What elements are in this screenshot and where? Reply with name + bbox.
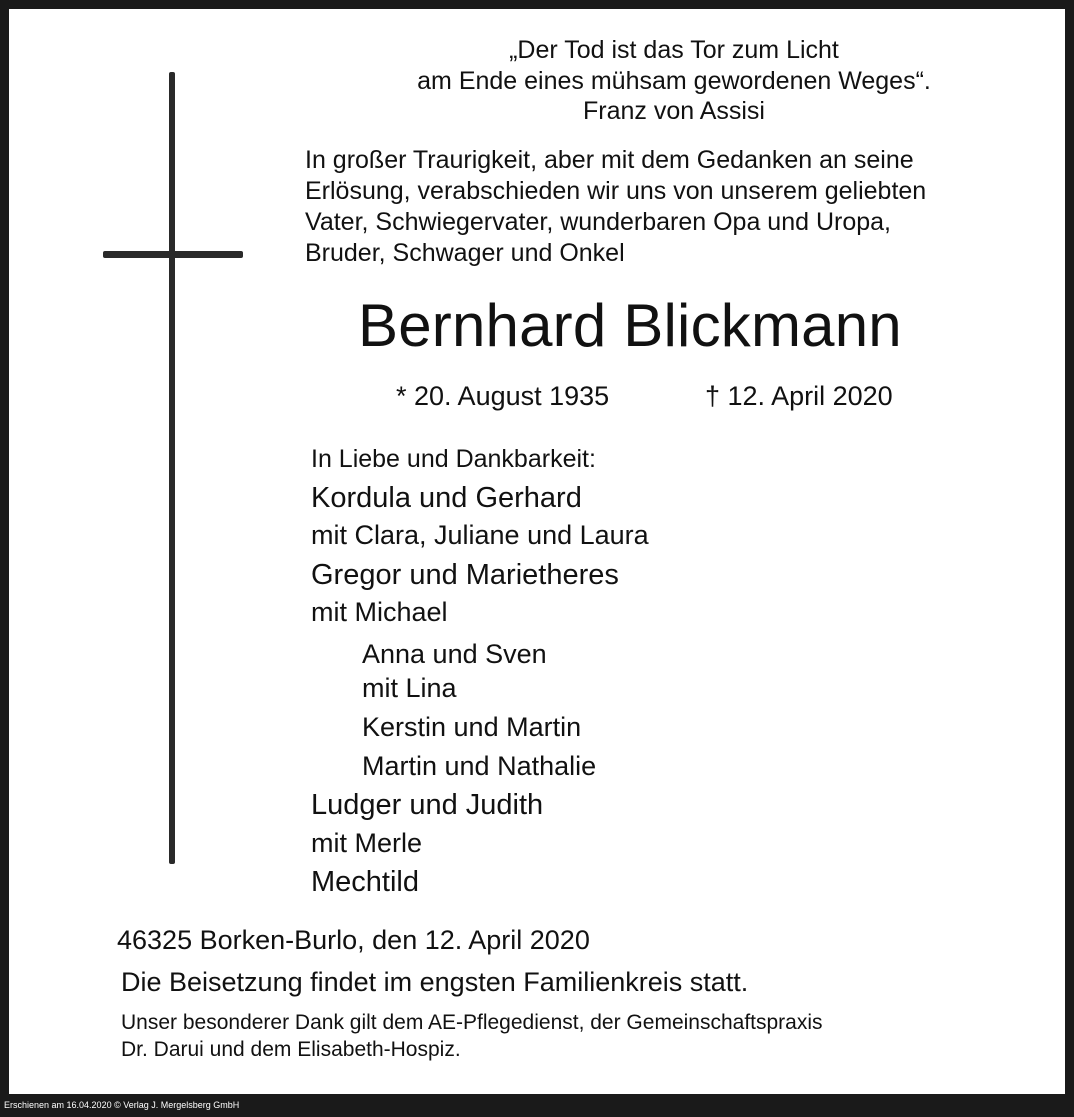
deceased-name: Bernhard Blickmann [358, 292, 902, 359]
mourner-grandchild: Martin und Nathalie [362, 751, 597, 781]
mourner-grandchild: Anna und Sven [362, 639, 547, 669]
cross-vertical-bar [169, 72, 175, 864]
quote-line-1: „Der Tod ist das Tor zum Licht [509, 36, 839, 64]
intro-line: Vater, Schwiegervater, wunderbaren Opa und Uropa, [305, 208, 891, 236]
mourner-family-sub: mit Clara, Juliane und Laura [311, 520, 649, 550]
quote-line-2: am Ende eines mühsam gewordenen Weges“. [417, 67, 931, 95]
place-and-date: 46325 Borken-Burlo, den 12. April 2020 [117, 925, 590, 955]
mourner-family-sub: mit Merle [311, 828, 423, 858]
thanks-line: Dr. Darui und dem Elisabeth-Hospiz. [121, 1038, 461, 1061]
publication-note: Erschienen am 16.04.2020 © Verlag J. Mergelsberg GmbH [4, 1100, 240, 1110]
mourner-family: Gregor und Marietheres [311, 559, 619, 591]
intro-line: Erlösung, verabschieden wir uns von unserem geliebten [305, 177, 927, 205]
birth-date: * 20. August 1935 [396, 381, 610, 411]
mourner-family: Mechtild [311, 866, 419, 898]
obituary-card [9, 9, 1065, 1094]
mourner-family-sub: mit Michael [311, 597, 448, 627]
death-date: † 12. April 2020 [705, 381, 893, 411]
thanks-line: Unser besonderer Dank gilt dem AE-Pflegedienst, der Gemeinschaftspraxis [121, 1011, 823, 1034]
thanks-text [121, 1009, 823, 1063]
mourner-family: Kordula und Gerhard [311, 482, 582, 514]
burial-notice: Die Beisetzung findet im engsten Familienkreis statt. [121, 967, 749, 997]
cross-horizontal-bar [103, 251, 243, 258]
mourner-family: Ludger und Judith [311, 789, 544, 821]
mourners-heading: In Liebe und Dankbarkeit: [311, 445, 596, 473]
intro-text [305, 145, 926, 269]
mourner-grandchild-sub: mit Lina [362, 673, 457, 703]
intro-line: Bruder, Schwager und Onkel [305, 239, 625, 267]
quote-author: Franz von Assisi [582, 97, 765, 125]
intro-line: In großer Traurigkeit, aber mit dem Gedanken an seine [305, 146, 914, 174]
mourner-grandchild: Kerstin und Martin [362, 712, 582, 742]
